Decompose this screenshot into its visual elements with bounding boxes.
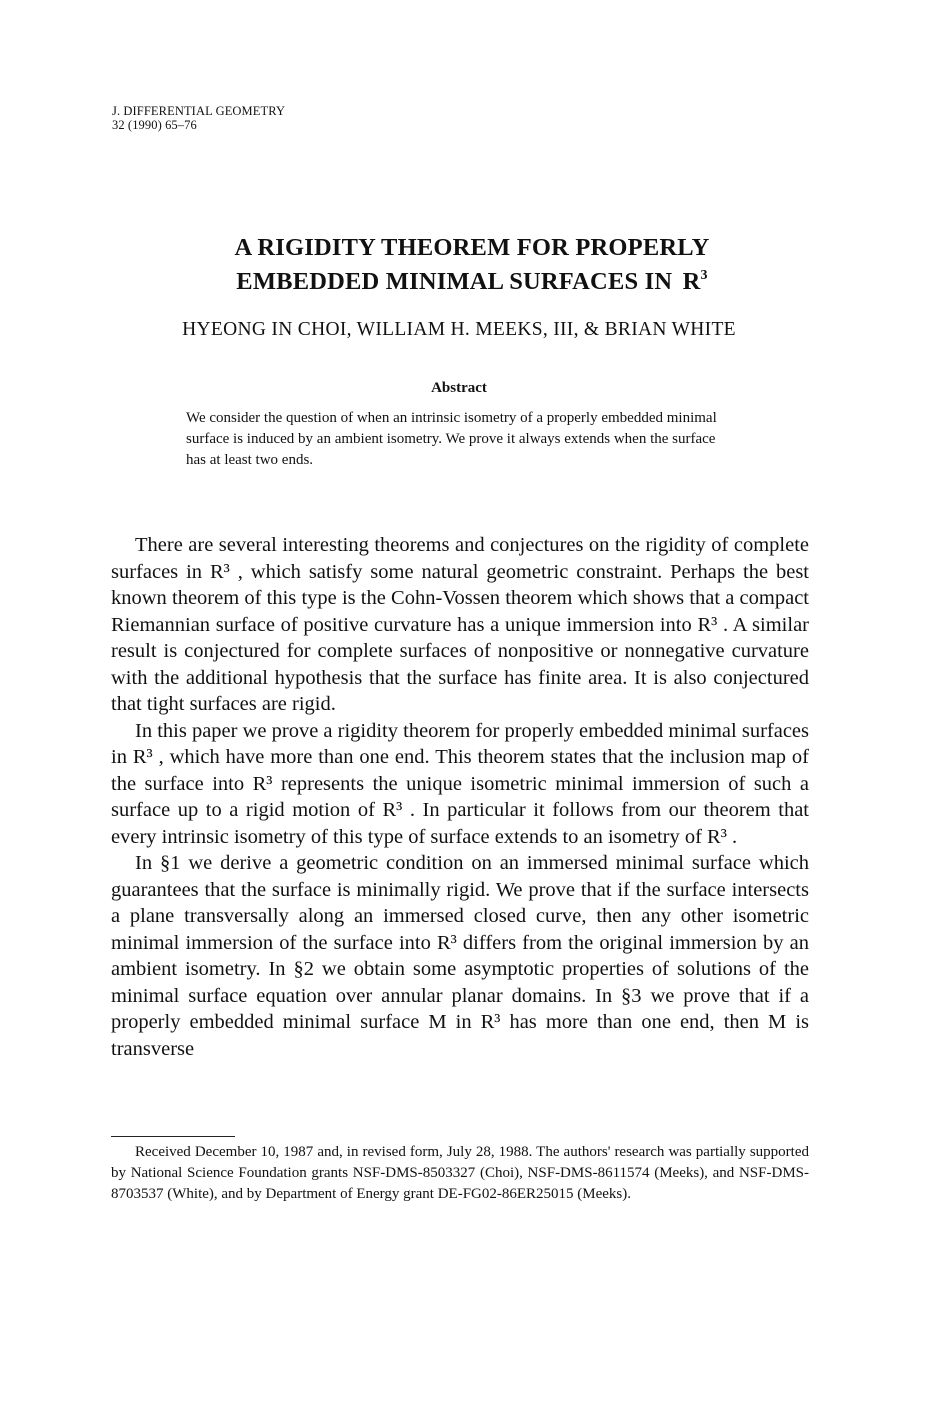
body-paragraph: There are several interesting theorems and conjectures on the rigidity of complete surfaces in R³ , which satisfy some natural geometric constraint. Perhaps the best known theorem of this type is the Cohn-Vossen theorem which shows that a compact Riemannian surface of positive curvature has a unique immersion into R³ . A similar result is conjectured for complete surfaces of nonpositive or nonnegative curvature with the additional hypothesis that the surface has finite area. It is also conjectured that tight surfaces are rigid. xyxy=(111,534,809,715)
title-space-letter: R xyxy=(682,268,701,295)
author-list: HYEONG IN CHOI, WILLIAM H. MEEKS, III, & BRIAN WHITE xyxy=(182,319,736,340)
body-paragraph: In this paper we prove a rigidity theorem for properly embedded minimal surfaces in R³ , which have more than one end. This theorem states that the inclusion map of the surface into R³ represents the unique isometric minimal immersion of such a surface up to a rigid motion of R³ . In particular it follows from our theorem that every intrinsic isometry of this type of surface extends to an isometry of R³ . xyxy=(111,719,809,848)
footnote-divider xyxy=(111,1136,235,1137)
abstract-text: We consider the question of when an intrinsic isometry of a properly embedded minimal surface is induced by an ambient isometry. We prove it always extends when the surface has at least two ends. xyxy=(186,410,717,468)
title-space-symbol xyxy=(683,268,708,295)
title-space-exponent: 3 xyxy=(700,268,708,283)
paper-title xyxy=(0,234,944,296)
title-line-1: A RIGIDITY THEOREM FOR PROPERLY xyxy=(234,234,710,261)
abstract-heading: Abstract xyxy=(431,380,487,396)
journal-name: J. DIFFERENTIAL GEOMETRY xyxy=(112,104,286,118)
journal-volume: 32 (1990) 65–76 xyxy=(112,118,197,132)
body-text xyxy=(111,532,809,1062)
title-line-2-text: EMBEDDED MINIMAL SURFACES IN xyxy=(236,268,673,295)
title-line-2 xyxy=(0,262,944,296)
journal-header xyxy=(112,104,285,132)
body-paragraph: In §1 we derive a geometric condition on an immersed minimal surface which guarantees that the surface is minimally rigid. We prove that if the surface intersects a plane transversally along an immersed closed curve, then any other isometric minimal immersion of the surface into R³ differs from the original immersion by an ambient isometry. In §2 we obtain some asymptotic properties of solutions of the minimal surface equation over annular planar domains. In §3 we prove that if a properly embedded minimal surface M in R³ has more than one end, then M is transverse xyxy=(111,852,809,1060)
footnote: Received December 10, 1987 and, in revised form, July 28, 1988. The authors' research was partially supported by National Science Foundation grants NSF-DMS-8503327 (Choi), NSF-DMS-8611574 (Meeks), and NSF-DMS-8703537 (White), and by Department of Energy grant DE-FG02-86ER25015 (Meeks). xyxy=(111,1144,809,1202)
